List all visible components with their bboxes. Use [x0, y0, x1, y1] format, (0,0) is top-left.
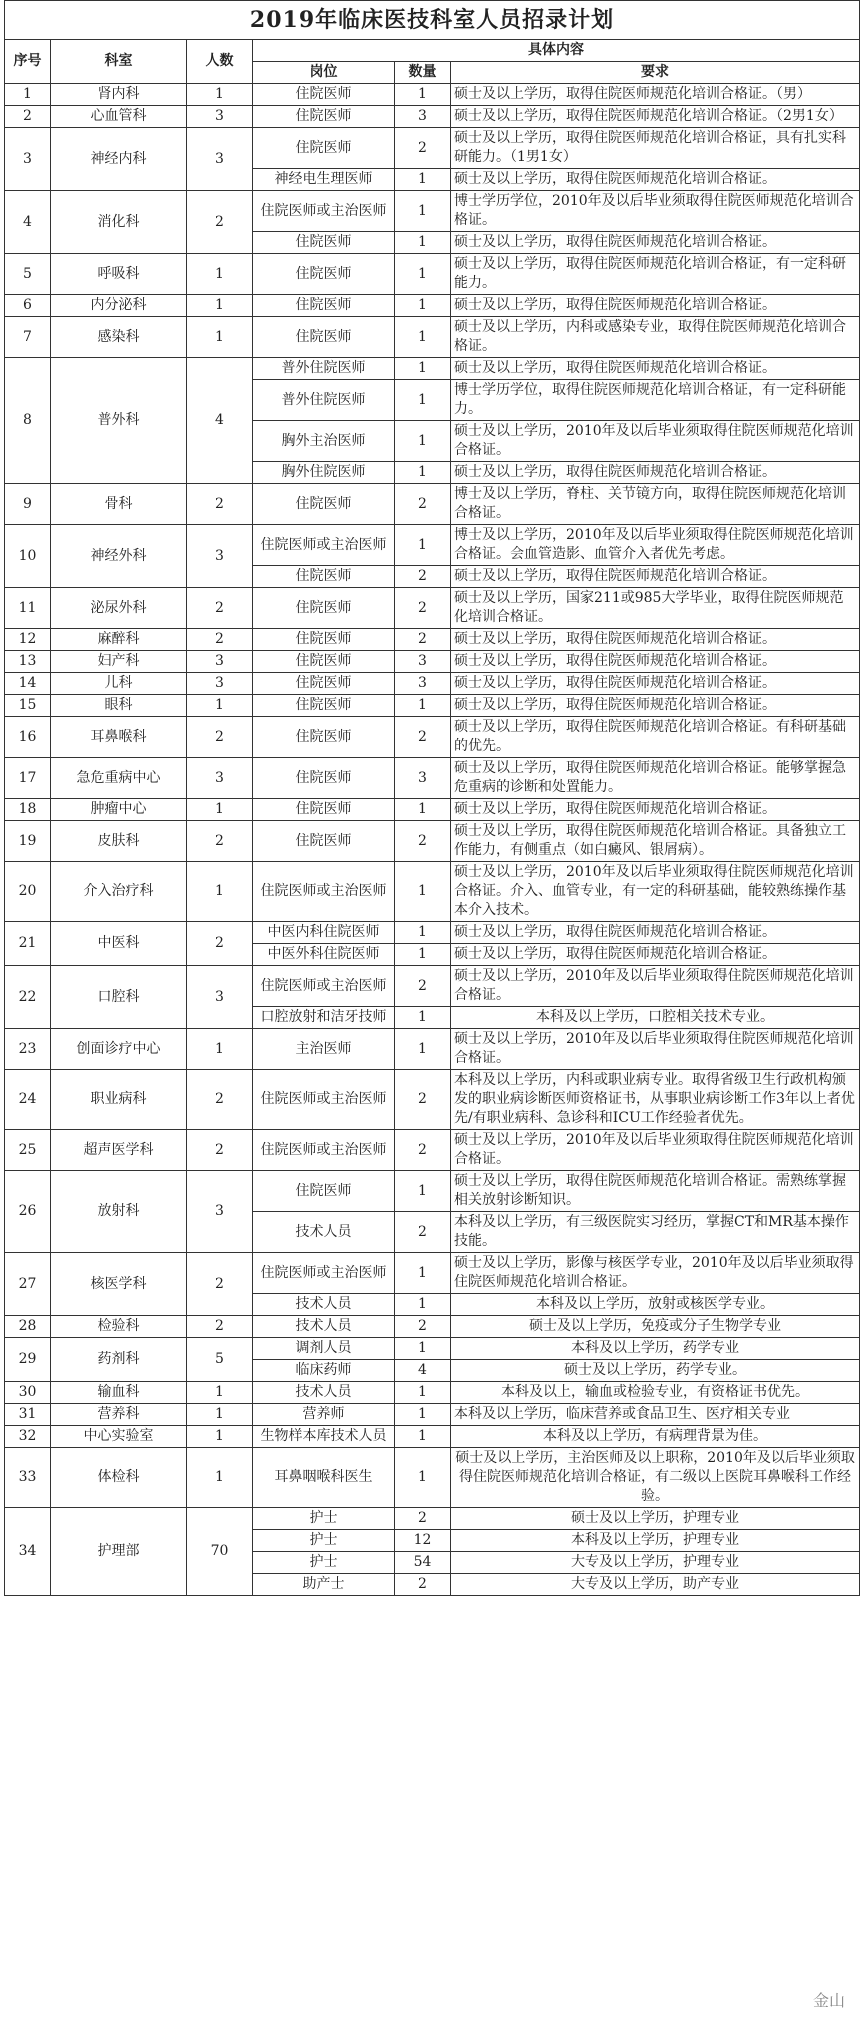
dept-name: 体检科 [51, 1448, 187, 1508]
dept-name: 输血科 [51, 1382, 187, 1404]
dept-seq: 31 [5, 1404, 51, 1426]
dept-count: 1 [187, 317, 253, 358]
table-row [5, 1508, 860, 1530]
quantity-cell: 1 [395, 232, 451, 254]
quantity-cell: 2 [395, 566, 451, 588]
position-cell: 胸外住院医师 [253, 462, 395, 484]
position-cell: 住院医师 [253, 1171, 395, 1212]
dept-seq: 11 [5, 588, 51, 629]
table-row [5, 588, 860, 629]
quantity-cell: 1 [395, 295, 451, 317]
dept-count: 3 [187, 758, 253, 799]
table-row [5, 1029, 860, 1070]
quantity-cell: 2 [395, 128, 451, 169]
requirement-cell: 硕士及以上学历，影像与核医学专业，2010年及以后毕业须取得住院医师规范化培训合格证。 [451, 1253, 860, 1294]
quantity-cell: 2 [395, 484, 451, 525]
table-row [5, 821, 860, 862]
position-cell: 助产士 [253, 1574, 395, 1596]
quantity-cell: 1 [395, 317, 451, 358]
header-count: 人数 [187, 40, 253, 84]
quantity-cell: 1 [395, 1382, 451, 1404]
dept-seq: 9 [5, 484, 51, 525]
dept-seq: 22 [5, 966, 51, 1029]
requirement-cell: 本科及以上学历，有三级医院实习经历，掌握CT和MR基本操作技能。 [451, 1212, 860, 1253]
dept-count: 2 [187, 191, 253, 254]
table-row [5, 1070, 860, 1130]
requirement-cell: 硕士及以上学历，取得住院医师规范化培训合格证。 [451, 944, 860, 966]
requirement-cell: 硕士及以上学历，主治医师及以上职称，2010年及以后毕业须取得住院医师规范化培训合格证，有二级以上医院耳鼻喉科工作经验。 [451, 1448, 860, 1508]
dept-seq: 19 [5, 821, 51, 862]
quantity-cell: 1 [395, 799, 451, 821]
table-row [5, 1171, 860, 1212]
dept-count: 2 [187, 1316, 253, 1338]
header-req: 要求 [451, 62, 860, 84]
dept-name: 泌尿外科 [51, 588, 187, 629]
quantity-cell: 1 [395, 1007, 451, 1029]
dept-name: 感染科 [51, 317, 187, 358]
watermark: 金山 [812, 1991, 845, 2010]
requirement-cell: 硕士及以上学历，取得住院医师规范化培训合格证。 [451, 169, 860, 191]
quantity-cell: 1 [395, 695, 451, 717]
table-row [5, 1426, 860, 1448]
requirement-cell: 硕士及以上学历，取得住院医师规范化培训合格证。具备独立工作能力，有侧重点（如白癜风、银屑病）。 [451, 821, 860, 862]
position-cell: 住院医师 [253, 254, 395, 295]
dept-count: 3 [187, 651, 253, 673]
position-cell: 住院医师或主治医师 [253, 862, 395, 922]
dept-name: 儿科 [51, 673, 187, 695]
quantity-cell: 1 [395, 1448, 451, 1508]
table-row [5, 695, 860, 717]
table-row [5, 862, 860, 922]
quantity-cell: 2 [395, 966, 451, 1007]
quantity-cell: 1 [395, 421, 451, 462]
dept-name: 麻醉科 [51, 629, 187, 651]
quantity-cell: 2 [395, 821, 451, 862]
requirement-cell: 硕士及以上学历，药学专业。 [451, 1360, 860, 1382]
dept-seq: 3 [5, 128, 51, 191]
dept-name: 职业病科 [51, 1070, 187, 1130]
requirement-cell: 硕士及以上学历，取得住院医师规范化培训合格证。 [451, 358, 860, 380]
quantity-cell: 2 [395, 1316, 451, 1338]
position-cell: 住院医师 [253, 295, 395, 317]
requirement-cell: 博士学历学位，取得住院医师规范化培训合格证，有一定科研能力。 [451, 380, 860, 421]
dept-count: 4 [187, 358, 253, 484]
position-cell: 住院医师 [253, 758, 395, 799]
requirement-cell: 硕士及以上学历，取得住院医师规范化培训合格证。 [451, 629, 860, 651]
position-cell: 住院医师 [253, 799, 395, 821]
position-cell: 住院医师或主治医师 [253, 966, 395, 1007]
quantity-cell: 1 [395, 1171, 451, 1212]
dept-name: 中医科 [51, 922, 187, 966]
dept-name: 中心实验室 [51, 1426, 187, 1448]
position-cell: 护士 [253, 1552, 395, 1574]
position-cell: 生物样本库技术人员 [253, 1426, 395, 1448]
quantity-cell: 2 [395, 1130, 451, 1171]
position-cell: 技术人员 [253, 1316, 395, 1338]
dept-seq: 12 [5, 629, 51, 651]
quantity-cell: 12 [395, 1530, 451, 1552]
dept-seq: 2 [5, 106, 51, 128]
dept-count: 3 [187, 1171, 253, 1253]
quantity-cell: 2 [395, 717, 451, 758]
position-cell: 普外住院医师 [253, 358, 395, 380]
position-cell: 住院医师或主治医师 [253, 1070, 395, 1130]
table-row [5, 358, 860, 380]
dept-seq: 15 [5, 695, 51, 717]
position-cell: 住院医师或主治医师 [253, 1130, 395, 1171]
quantity-cell: 2 [395, 588, 451, 629]
dept-name: 营养科 [51, 1404, 187, 1426]
quantity-cell: 1 [395, 462, 451, 484]
requirement-cell: 硕士及以上学历，取得住院医师规范化培训合格证。 [451, 695, 860, 717]
header-dept: 科室 [51, 40, 187, 84]
header-qty: 数量 [395, 62, 451, 84]
position-cell: 住院医师或主治医师 [253, 525, 395, 566]
table-row [5, 717, 860, 758]
dept-seq: 13 [5, 651, 51, 673]
position-cell: 护士 [253, 1508, 395, 1530]
dept-count: 2 [187, 821, 253, 862]
requirement-cell: 硕士及以上学历，2010年及以后毕业须取得住院医师规范化培训合格证。 [451, 1130, 860, 1171]
position-cell: 住院医师 [253, 588, 395, 629]
position-cell: 住院医师 [253, 484, 395, 525]
position-cell: 营养师 [253, 1404, 395, 1426]
position-cell: 调剂人员 [253, 1338, 395, 1360]
dept-name: 神经外科 [51, 525, 187, 588]
position-cell: 神经电生理医师 [253, 169, 395, 191]
table-row [5, 1130, 860, 1171]
requirement-cell: 硕士及以上学历，取得住院医师规范化培训合格证。 [451, 566, 860, 588]
dept-seq: 27 [5, 1253, 51, 1316]
requirement-cell: 硕士及以上学历，国家211或985大学毕业，取得住院医师规范化培训合格证。 [451, 588, 860, 629]
requirement-cell: 硕士及以上学历，取得住院医师规范化培训合格证。（男） [451, 84, 860, 106]
dept-name: 呼吸科 [51, 254, 187, 295]
dept-name: 普外科 [51, 358, 187, 484]
requirement-cell: 硕士及以上学历，取得住院医师规范化培训合格证。（2男1女） [451, 106, 860, 128]
dept-seq: 26 [5, 1171, 51, 1253]
requirement-cell: 硕士及以上学历，取得住院医师规范化培训合格证。 [451, 922, 860, 944]
quantity-cell: 3 [395, 106, 451, 128]
requirement-cell: 本科及以上学历，临床营养或食品卫生、医疗相关专业 [451, 1404, 860, 1426]
requirement-cell: 硕士及以上学历，内科或感染专业，取得住院医师规范化培训合格证。 [451, 317, 860, 358]
quantity-cell: 2 [395, 1070, 451, 1130]
quantity-cell: 1 [395, 191, 451, 232]
table-row [5, 673, 860, 695]
requirement-cell: 硕士及以上学历，护理专业 [451, 1508, 860, 1530]
dept-seq: 33 [5, 1448, 51, 1508]
dept-count: 2 [187, 629, 253, 651]
requirement-cell: 博士学历学位，2010年及以后毕业须取得住院医师规范化培训合格证。 [451, 191, 860, 232]
dept-seq: 1 [5, 84, 51, 106]
dept-seq: 5 [5, 254, 51, 295]
dept-name: 皮肤科 [51, 821, 187, 862]
dept-count: 1 [187, 862, 253, 922]
position-cell: 住院医师 [253, 717, 395, 758]
dept-seq: 6 [5, 295, 51, 317]
header-seq: 序号 [5, 40, 51, 84]
quantity-cell: 2 [395, 1212, 451, 1253]
dept-seq: 25 [5, 1130, 51, 1171]
dept-seq: 24 [5, 1070, 51, 1130]
position-cell: 住院医师或主治医师 [253, 1253, 395, 1294]
quantity-cell: 4 [395, 1360, 451, 1382]
table-row [5, 254, 860, 295]
dept-seq: 23 [5, 1029, 51, 1070]
requirement-cell: 大专及以上学历，护理专业 [451, 1552, 860, 1574]
dept-seq: 32 [5, 1426, 51, 1448]
dept-name: 消化科 [51, 191, 187, 254]
dept-count: 3 [187, 106, 253, 128]
position-cell: 住院医师 [253, 317, 395, 358]
table-row [5, 1316, 860, 1338]
quantity-cell: 1 [395, 358, 451, 380]
dept-name: 神经内科 [51, 128, 187, 191]
dept-count: 1 [187, 295, 253, 317]
dept-name: 急危重病中心 [51, 758, 187, 799]
dept-name: 肿瘤中心 [51, 799, 187, 821]
dept-count: 1 [187, 84, 253, 106]
table-row [5, 191, 860, 232]
dept-name: 创面诊疗中心 [51, 1029, 187, 1070]
dept-seq: 16 [5, 717, 51, 758]
position-cell: 住院医师 [253, 128, 395, 169]
table-row [5, 629, 860, 651]
quantity-cell: 1 [395, 922, 451, 944]
requirement-cell: 本科及以上学历，药学专业 [451, 1338, 860, 1360]
dept-name: 护理部 [51, 1508, 187, 1596]
requirement-cell: 硕士及以上学历，2010年及以后毕业须取得住院医师规范化培训合格证。 [451, 421, 860, 462]
table-row [5, 799, 860, 821]
dept-count: 2 [187, 588, 253, 629]
dept-name: 肾内科 [51, 84, 187, 106]
dept-count: 2 [187, 1253, 253, 1316]
requirement-cell: 硕士及以上学历，取得住院医师规范化培训合格证。 [451, 651, 860, 673]
dept-name: 骨科 [51, 484, 187, 525]
requirement-cell: 本科及以上学历，内科或职业病专业。取得省级卫生行政机构颁发的职业病诊断医师资格证书，从事职业病诊断工作3年以上者优先/有职业病科、急诊科和ICU工作经验者优先。 [451, 1070, 860, 1130]
quantity-cell: 1 [395, 84, 451, 106]
recruitment-table [4, 0, 860, 1596]
table-row [5, 106, 860, 128]
quantity-cell: 1 [395, 169, 451, 191]
quantity-cell: 1 [395, 1426, 451, 1448]
requirement-cell: 博士及以上学历，脊柱、关节镜方向，取得住院医师规范化培训合格证。 [451, 484, 860, 525]
requirement-cell: 硕士及以上学历，取得住院医师规范化培训合格证。有科研基础的优先。 [451, 717, 860, 758]
position-cell: 住院医师 [253, 821, 395, 862]
dept-count: 1 [187, 1029, 253, 1070]
dept-count: 1 [187, 1426, 253, 1448]
dept-count: 1 [187, 695, 253, 717]
table-row [5, 84, 860, 106]
dept-seq: 8 [5, 358, 51, 484]
quantity-cell: 1 [395, 862, 451, 922]
requirement-cell: 大专及以上学历，助产专业 [451, 1574, 860, 1596]
table-row [5, 295, 860, 317]
requirement-cell: 博士及以上学历，2010年及以后毕业须取得住院医师规范化培训合格证。会血管造影、血管介入者优先考虑。 [451, 525, 860, 566]
dept-count: 3 [187, 966, 253, 1029]
requirement-cell: 硕士及以上学历，取得住院医师规范化培训合格证。能够掌握急危重病的诊断和处置能力。 [451, 758, 860, 799]
dept-name: 耳鼻喉科 [51, 717, 187, 758]
requirement-cell: 硕士及以上学历，2010年及以后毕业须取得住院医师规范化培训合格证。介入、血管专业，有一定的科研基础，能较熟练操作基本介入技术。 [451, 862, 860, 922]
dept-count: 2 [187, 922, 253, 966]
dept-seq: 34 [5, 1508, 51, 1596]
quantity-cell: 1 [395, 944, 451, 966]
quantity-cell: 2 [395, 629, 451, 651]
header-content: 具体内容 [253, 40, 860, 62]
dept-seq: 20 [5, 862, 51, 922]
dept-seq: 10 [5, 525, 51, 588]
quantity-cell: 3 [395, 758, 451, 799]
dept-name: 放射科 [51, 1171, 187, 1253]
dept-name: 心血管科 [51, 106, 187, 128]
requirement-cell: 硕士及以上学历，2010年及以后毕业须取得住院医师规范化培训合格证。 [451, 966, 860, 1007]
position-cell: 技术人员 [253, 1382, 395, 1404]
dept-count: 1 [187, 254, 253, 295]
dept-count: 1 [187, 1404, 253, 1426]
dept-seq: 14 [5, 673, 51, 695]
position-cell: 耳鼻咽喉科医生 [253, 1448, 395, 1508]
position-cell: 中医外科住院医师 [253, 944, 395, 966]
dept-count: 2 [187, 484, 253, 525]
quantity-cell: 1 [395, 1404, 451, 1426]
requirement-cell: 硕士及以上学历，取得住院医师规范化培训合格证，有一定科研能力。 [451, 254, 860, 295]
dept-seq: 29 [5, 1338, 51, 1382]
requirement-cell: 硕士及以上学历，免疫或分子生物学专业 [451, 1316, 860, 1338]
dept-name: 妇产科 [51, 651, 187, 673]
dept-name: 内分泌科 [51, 295, 187, 317]
table-row [5, 1448, 860, 1508]
position-cell: 住院医师 [253, 84, 395, 106]
position-cell: 住院医师 [253, 629, 395, 651]
position-cell: 住院医师 [253, 695, 395, 717]
quantity-cell: 54 [395, 1552, 451, 1574]
requirement-cell: 硕士及以上学历，取得住院医师规范化培训合格证。 [451, 295, 860, 317]
position-cell: 胸外主治医师 [253, 421, 395, 462]
dept-seq: 7 [5, 317, 51, 358]
dept-name: 药剂科 [51, 1338, 187, 1382]
requirement-cell: 本科及以上学历，口腔相关技术专业。 [451, 1007, 860, 1029]
table-row [5, 317, 860, 358]
dept-seq: 28 [5, 1316, 51, 1338]
requirement-cell: 硕士及以上学历，取得住院医师规范化培训合格证，具有扎实科研能力。（1男1女） [451, 128, 860, 169]
position-cell: 技术人员 [253, 1294, 395, 1316]
quantity-cell: 2 [395, 1508, 451, 1530]
requirement-cell: 本科及以上学历，放射或核医学专业。 [451, 1294, 860, 1316]
dept-name: 超声医学科 [51, 1130, 187, 1171]
table-row [5, 966, 860, 1007]
dept-name: 检验科 [51, 1316, 187, 1338]
position-cell: 住院医师 [253, 566, 395, 588]
table-row [5, 1338, 860, 1360]
position-cell: 住院医师 [253, 106, 395, 128]
table-row [5, 128, 860, 169]
requirement-cell: 硕士及以上学历，2010年及以后毕业须取得住院医师规范化培训合格证。 [451, 1029, 860, 1070]
dept-name: 核医学科 [51, 1253, 187, 1316]
quantity-cell: 1 [395, 525, 451, 566]
quantity-cell: 1 [395, 254, 451, 295]
dept-count: 70 [187, 1508, 253, 1596]
requirement-cell: 本科及以上学历，有病理背景为佳。 [451, 1426, 860, 1448]
requirement-cell: 硕士及以上学历，取得住院医师规范化培训合格证。 [451, 799, 860, 821]
table-row [5, 525, 860, 566]
dept-name: 口腔科 [51, 966, 187, 1029]
position-cell: 临床药师 [253, 1360, 395, 1382]
quantity-cell: 3 [395, 673, 451, 695]
position-cell: 住院医师 [253, 673, 395, 695]
dept-seq: 30 [5, 1382, 51, 1404]
dept-count: 3 [187, 673, 253, 695]
dept-count: 1 [187, 1448, 253, 1508]
dept-count: 2 [187, 1130, 253, 1171]
dept-seq: 21 [5, 922, 51, 966]
dept-seq: 17 [5, 758, 51, 799]
table-row [5, 651, 860, 673]
dept-count: 3 [187, 525, 253, 588]
quantity-cell: 1 [395, 1294, 451, 1316]
quantity-cell: 2 [395, 1574, 451, 1596]
dept-seq: 4 [5, 191, 51, 254]
position-cell: 口腔放射和洁牙技师 [253, 1007, 395, 1029]
position-cell: 技术人员 [253, 1212, 395, 1253]
quantity-cell: 1 [395, 1029, 451, 1070]
header-position: 岗位 [253, 62, 395, 84]
requirement-cell: 本科及以上学历，护理专业 [451, 1530, 860, 1552]
dept-count: 3 [187, 128, 253, 191]
table-row [5, 922, 860, 944]
dept-count: 1 [187, 799, 253, 821]
requirement-cell: 硕士及以上学历，取得住院医师规范化培训合格证。需熟练掌握相关放射诊断知识。 [451, 1171, 860, 1212]
requirement-cell: 本科及以上，输血或检验专业，有资格证书优先。 [451, 1382, 860, 1404]
position-cell: 主治医师 [253, 1029, 395, 1070]
table-row [5, 1382, 860, 1404]
dept-count: 2 [187, 1070, 253, 1130]
quantity-cell: 3 [395, 651, 451, 673]
position-cell: 普外住院医师 [253, 380, 395, 421]
table-row [5, 484, 860, 525]
requirement-cell: 硕士及以上学历，取得住院医师规范化培训合格证。 [451, 232, 860, 254]
requirement-cell: 硕士及以上学历，取得住院医师规范化培训合格证。 [451, 462, 860, 484]
position-cell: 住院医师 [253, 232, 395, 254]
table-row [5, 1404, 860, 1426]
dept-count: 2 [187, 717, 253, 758]
table-body [5, 84, 860, 1596]
table-row [5, 758, 860, 799]
position-cell: 中医内科住院医师 [253, 922, 395, 944]
requirement-cell: 硕士及以上学历，取得住院医师规范化培训合格证。 [451, 673, 860, 695]
quantity-cell: 1 [395, 1253, 451, 1294]
position-cell: 护士 [253, 1530, 395, 1552]
dept-name: 眼科 [51, 695, 187, 717]
table-row [5, 1253, 860, 1294]
dept-seq: 18 [5, 799, 51, 821]
quantity-cell: 1 [395, 380, 451, 421]
position-cell: 住院医师 [253, 651, 395, 673]
dept-name: 介入治疗科 [51, 862, 187, 922]
dept-count: 5 [187, 1338, 253, 1382]
dept-count: 1 [187, 1382, 253, 1404]
quantity-cell: 1 [395, 1338, 451, 1360]
table-title: 2019年临床医技科室人员招录计划 [5, 1, 860, 40]
position-cell: 住院医师或主治医师 [253, 191, 395, 232]
